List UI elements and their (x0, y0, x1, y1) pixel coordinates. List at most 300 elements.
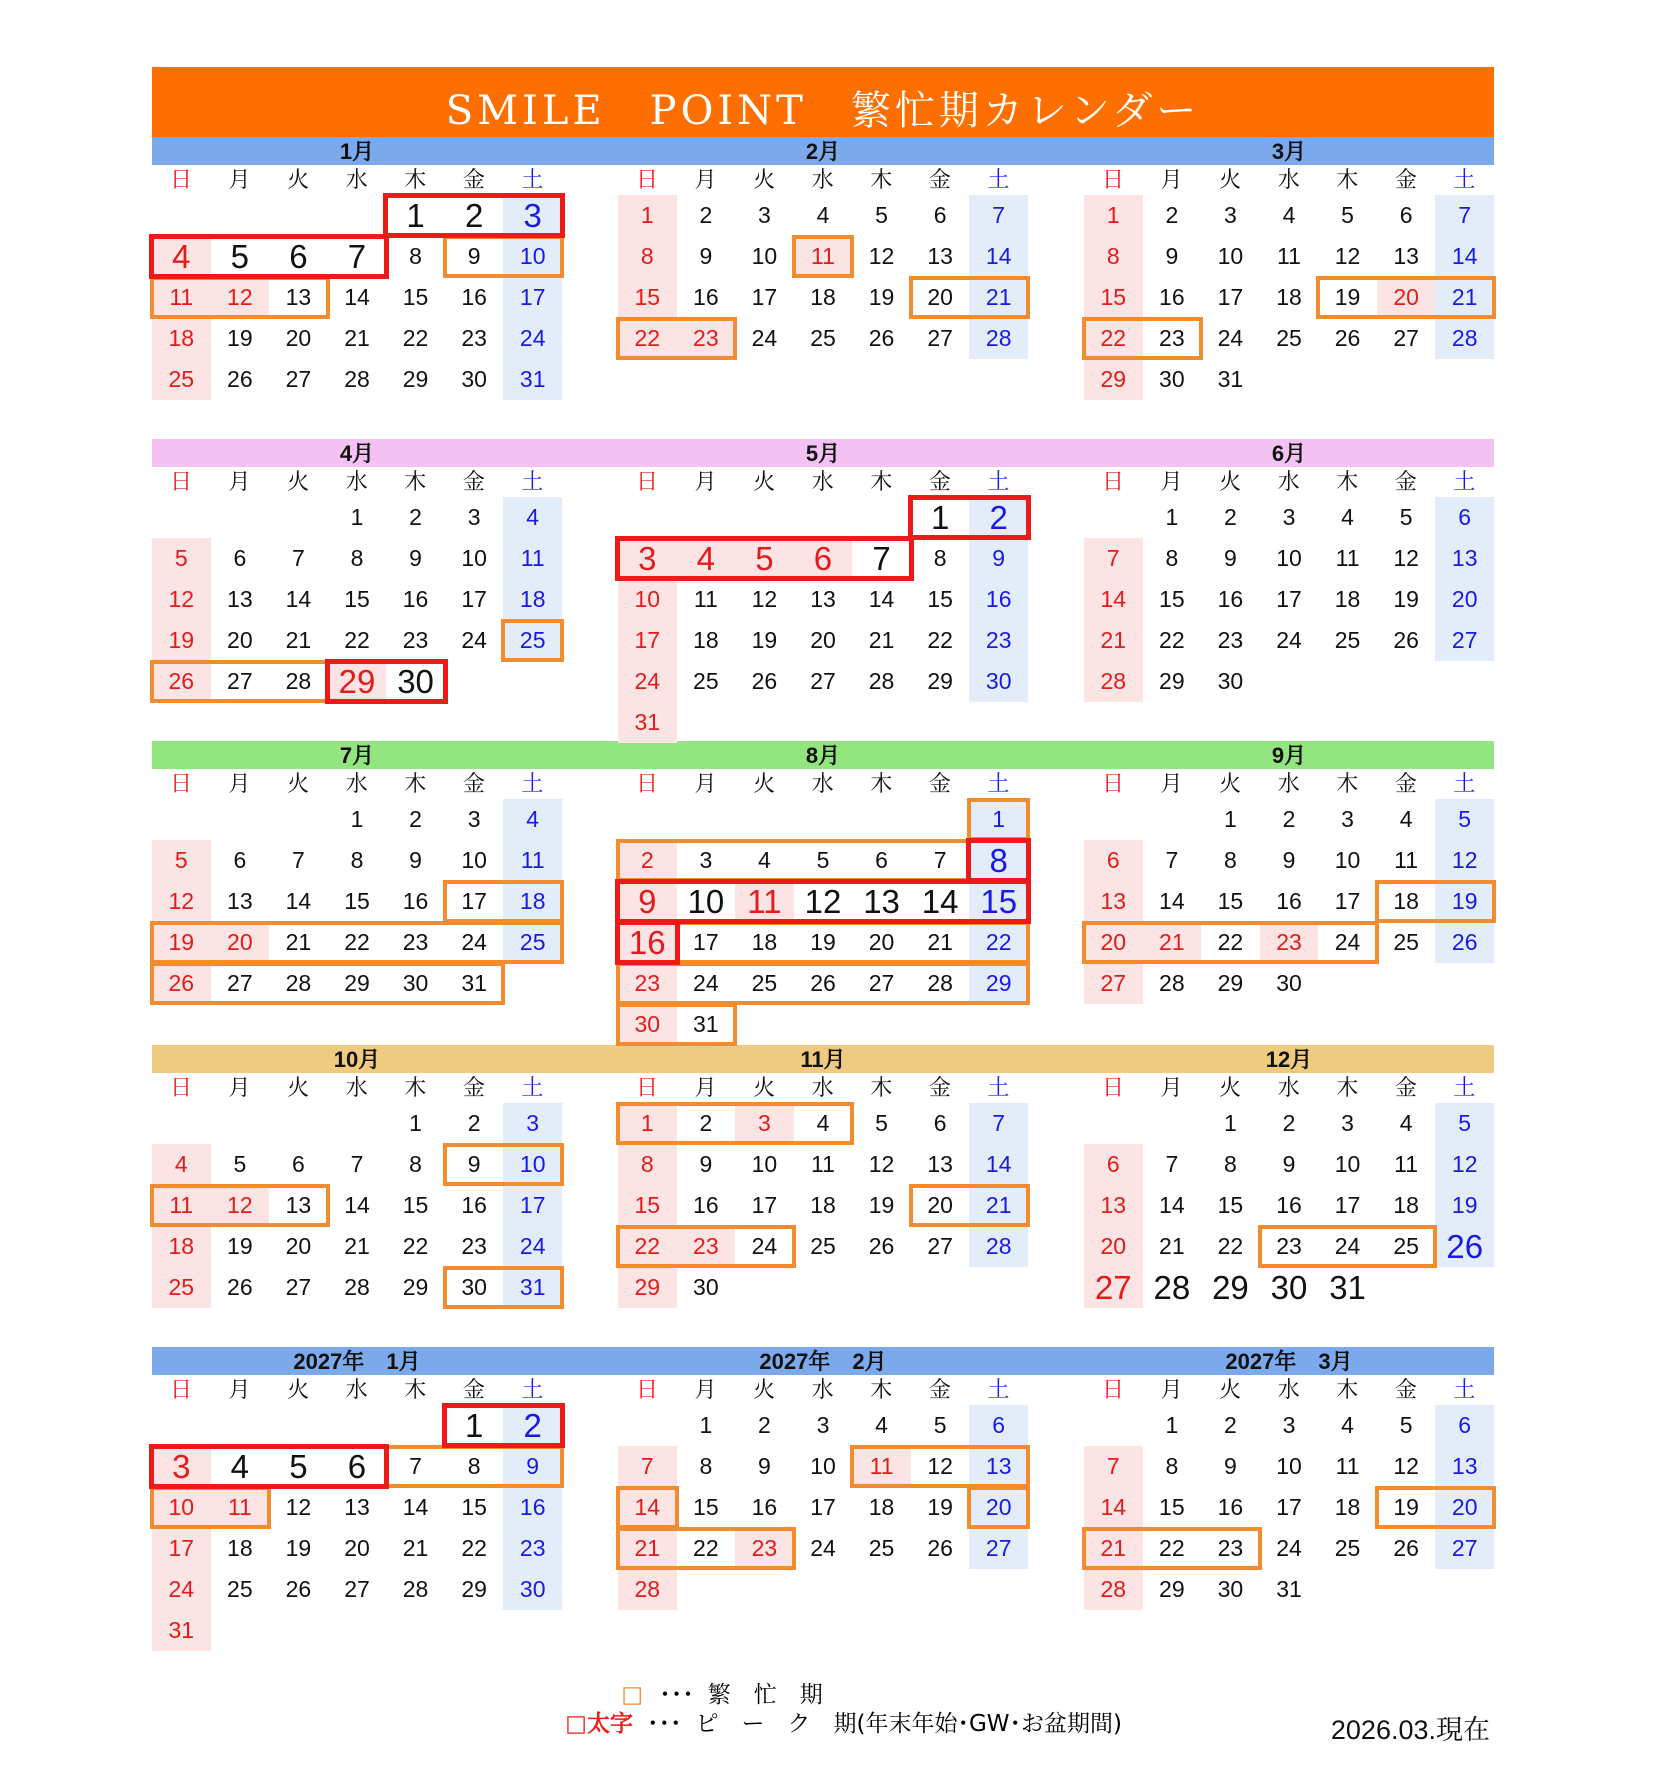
day-cell: 4 (816, 1110, 830, 1136)
day-cell: 4 (526, 504, 540, 530)
day-cell: 10 (461, 545, 487, 571)
page-title: SMILE POINT 繁忙期カレンダー (445, 88, 1201, 134)
day-cell: 23 (985, 627, 1012, 653)
weekday-label: 金 (462, 470, 485, 495)
day-cell: 9 (1282, 847, 1296, 873)
day-cell: 30 (461, 1274, 487, 1300)
day-cell: 13 (927, 243, 953, 269)
weekday-label: 水 (811, 1378, 834, 1403)
day-cell: 12 (227, 284, 253, 310)
weekday-label: 土 (987, 470, 1010, 495)
day-cell: 23 (1276, 929, 1302, 955)
day-cell: 3 (467, 806, 481, 832)
day-cell: 12 (868, 243, 895, 269)
day-cell: 29 (1212, 1269, 1249, 1306)
day-cell: 13 (863, 883, 900, 920)
day-cell: 10 (1276, 545, 1302, 571)
day-cell: 16 (1276, 1192, 1302, 1218)
month-label: 1月 (339, 139, 375, 164)
weekday-label: 火 (287, 772, 310, 797)
day-cell: 21 (985, 1192, 1012, 1218)
day-cell: 27 (227, 668, 253, 694)
weekday-label: 日 (169, 1076, 192, 1101)
day-cell: 9 (1224, 545, 1237, 571)
peak-period-box (325, 659, 448, 704)
day-cell: 7 (350, 1151, 364, 1177)
day-cell: 5 (875, 202, 888, 228)
weekday-label: 土 (521, 1378, 544, 1403)
day-cell: 9 (758, 1453, 771, 1479)
day-cell: 23 (693, 325, 719, 351)
day-cell: 3 (1224, 202, 1237, 228)
day-cell: 11 (747, 883, 782, 920)
weekday-label: 月 (1160, 1378, 1183, 1403)
day-cell: 17 (168, 1535, 195, 1561)
weekday-label: 木 (870, 470, 893, 495)
day-cell: 20 (1451, 1494, 1478, 1520)
day-cell: 2 (1224, 504, 1237, 530)
day-cell: 11 (1394, 1151, 1419, 1177)
day-cell: 5 (174, 847, 188, 873)
day-cell: 20 (868, 929, 895, 955)
day-cell: 15 (1159, 1494, 1185, 1520)
day-cell: 11 (520, 847, 545, 873)
day-cell: 3 (1282, 504, 1296, 530)
day-cell: 25 (810, 325, 836, 351)
day-cell: 9 (638, 883, 657, 920)
day-cell: 9 (992, 545, 1006, 571)
day-cell: 4 (816, 202, 830, 228)
day-cell: 21 (344, 1233, 370, 1259)
day-cell: 20 (927, 284, 953, 310)
day-cell: 24 (168, 1576, 195, 1602)
day-cell: 25 (168, 366, 195, 392)
weekday-label: 金 (462, 1378, 485, 1403)
day-cell: 19 (227, 325, 253, 351)
day-cell: 16 (693, 1192, 719, 1218)
day-cell: 8 (640, 1151, 654, 1177)
day-cell: 15 (980, 883, 1018, 920)
day-cell: 21 (285, 929, 312, 955)
day-cell: 25 (1276, 325, 1302, 351)
weekday-label: 火 (753, 168, 776, 193)
month-label: 2027年 2月 (759, 1349, 887, 1374)
title-banner (152, 67, 1494, 137)
day-cell: 11 (169, 1192, 194, 1218)
day-cell: 9 (1165, 243, 1179, 269)
day-cell: 10 (751, 1151, 778, 1177)
day-cell: 27 (1451, 627, 1478, 653)
day-cell: 1 (992, 806, 1006, 832)
day-cell: 28 (344, 366, 370, 392)
busy-period-box (150, 962, 505, 1005)
day-cell: 28 (1159, 970, 1185, 996)
day-cell: 24 (461, 929, 487, 955)
weekday-label: 木 (404, 168, 427, 193)
day-cell: 14 (285, 586, 312, 612)
day-cell: 7 (1165, 847, 1179, 873)
busy-period-box (501, 619, 564, 662)
day-cell: 27 (810, 668, 836, 694)
day-cell: 12 (1451, 1151, 1478, 1177)
day-cell: 30 (693, 1274, 719, 1300)
day-cell: 7 (1165, 1151, 1179, 1177)
day-cell: 31 (693, 1011, 719, 1037)
day-cell: 23 (461, 325, 487, 351)
weekday-label: 月 (228, 1378, 251, 1403)
peak-period-box (615, 536, 914, 581)
busy-period-box (150, 1184, 330, 1227)
day-cell: 13 (927, 1151, 953, 1177)
day-cell: 26 (168, 668, 195, 694)
busy-period-box (443, 880, 564, 923)
day-cell: 31 (634, 709, 661, 735)
day-cell: 24 (519, 1233, 546, 1259)
day-cell: 29 (402, 1274, 429, 1300)
day-cell: 13 (1393, 243, 1419, 269)
day-cell: 15 (927, 586, 953, 612)
day-cell: 18 (519, 888, 546, 914)
day-cell: 12 (168, 586, 195, 612)
day-cell: 24 (461, 627, 487, 653)
weekday-label: 日 (1101, 1378, 1124, 1403)
day-cell: 29 (461, 1576, 487, 1602)
day-cell: 1 (350, 806, 364, 832)
weekday-label: 金 (928, 1076, 951, 1101)
day-cell: 6 (289, 238, 308, 275)
day-cell: 6 (1106, 1151, 1120, 1177)
weekday-label: 木 (404, 1076, 427, 1101)
weekday-label: 火 (1219, 168, 1242, 193)
peak-period-box (442, 1403, 565, 1448)
day-cell: 11 (1394, 847, 1419, 873)
day-cell: 19 (1451, 888, 1478, 914)
day-cell: 13 (1100, 1192, 1127, 1218)
day-cell: 3 (1341, 806, 1354, 832)
weekday-label: 月 (694, 168, 717, 193)
day-cell: 24 (751, 1233, 778, 1259)
day-cell: 2 (1282, 806, 1296, 832)
day-cell: 8 (1165, 1453, 1179, 1479)
day-cell: 21 (1159, 1233, 1185, 1259)
day-cell: 5 (1341, 202, 1354, 228)
day-cell: 11 (1335, 545, 1360, 571)
day-cell: 31 (519, 366, 546, 392)
day-cell: 4 (758, 847, 771, 873)
day-cell: 16 (402, 586, 429, 612)
day-cell: 22 (402, 325, 429, 351)
date-note: 2026.03.現在 (1330, 1715, 1490, 1745)
weekday-label: 日 (169, 168, 192, 193)
day-cell: 18 (1334, 1494, 1361, 1520)
day-cell: 4 (1341, 1412, 1354, 1438)
day-cell: 2 (464, 197, 484, 234)
day-cell: 18 (1334, 586, 1361, 612)
busy-period-box (616, 1003, 737, 1046)
weekday-label: 火 (287, 470, 310, 495)
day-cell: 25 (1393, 929, 1419, 955)
day-cell: 23 (751, 1535, 778, 1561)
weekday-label: 木 (870, 1378, 893, 1403)
busy-period-box (967, 798, 1030, 841)
day-cell: 10 (1276, 1453, 1302, 1479)
day-cell: 23 (693, 1233, 719, 1259)
day-cell: 18 (1393, 1192, 1419, 1218)
day-cell: 4 (875, 1412, 888, 1438)
day-cell: 3 (816, 1412, 830, 1438)
day-cell: 9 (1224, 1453, 1237, 1479)
day-cell: 8 (640, 243, 654, 269)
day-cell: 9 (699, 243, 713, 269)
day-cell: 1 (1165, 1412, 1179, 1438)
weekday-label: 月 (228, 470, 251, 495)
busy-legend-icon: □ (621, 1682, 644, 1708)
day-cell: 3 (758, 202, 771, 228)
busy-period-box (1082, 317, 1203, 360)
day-cell: 28 (1100, 668, 1127, 694)
day-cell: 14 (634, 1494, 661, 1520)
day-cell: 29 (402, 366, 429, 392)
day-cell: 8 (1224, 847, 1237, 873)
day-cell: 14 (402, 1494, 429, 1520)
day-cell: 23 (402, 627, 429, 653)
day-cell: 6 (347, 1448, 367, 1485)
day-cell: 9 (526, 1453, 540, 1479)
day-cell: 28 (285, 970, 312, 996)
day-cell: 10 (1334, 1151, 1361, 1177)
weekday-label: 水 (345, 772, 368, 797)
day-cell: 27 (285, 366, 312, 392)
day-cell: 25 (1334, 627, 1361, 653)
day-cell: 22 (634, 1233, 661, 1259)
day-cell: 7 (1458, 202, 1472, 228)
day-cell: 29 (1159, 1576, 1185, 1602)
day-cell: 4 (1399, 1110, 1413, 1136)
day-cell: 14 (344, 1192, 370, 1218)
day-cell: 8 (1165, 545, 1179, 571)
day-cell: 20 (927, 1192, 953, 1218)
day-cell: 21 (1100, 627, 1127, 653)
month-label: 12月 (1265, 1047, 1313, 1072)
weekday-label: 水 (811, 1076, 834, 1101)
day-cell: 20 (1100, 929, 1127, 955)
weekday-label: 火 (287, 1076, 310, 1101)
day-cell: 8 (350, 847, 364, 873)
day-cell: 2 (1224, 1412, 1237, 1438)
day-cell: 2 (640, 847, 654, 873)
day-cell: 26 (810, 970, 836, 996)
day-cell: 7 (347, 238, 367, 275)
day-cell: 28 (985, 325, 1012, 351)
day-cell: 15 (1217, 1192, 1244, 1218)
month-label: 11月 (800, 1047, 846, 1072)
busy-period-box (616, 1527, 796, 1570)
day-cell: 17 (519, 284, 546, 310)
weekday-label: 日 (1101, 1076, 1124, 1101)
day-cell: 11 (693, 586, 718, 612)
weekday-label: 月 (694, 1076, 717, 1101)
day-cell: 4 (696, 540, 716, 577)
day-cell: 3 (467, 504, 481, 530)
day-cell: 7 (992, 1110, 1006, 1136)
day-cell: 6 (1458, 1412, 1472, 1438)
weekday-label: 金 (1394, 1076, 1417, 1101)
weekday-label: 木 (870, 772, 893, 797)
day-cell: 18 (751, 929, 778, 955)
weekday-label: 日 (1101, 772, 1124, 797)
day-cell: 11 (1277, 243, 1301, 269)
day-cell: 9 (409, 847, 422, 873)
day-cell: 21 (402, 1535, 429, 1561)
day-cell: 26 (1451, 929, 1478, 955)
day-cell: 4 (1341, 504, 1354, 530)
day-cell: 20 (1451, 586, 1478, 612)
day-cell: 14 (1100, 1494, 1127, 1520)
day-cell: 29 (927, 668, 953, 694)
weekday-label: 水 (345, 168, 368, 193)
weekday-label: 土 (521, 470, 544, 495)
day-cell: 8 (1224, 1151, 1237, 1177)
day-cell: 17 (1334, 1192, 1361, 1218)
day-cell: 3 (1282, 1412, 1296, 1438)
day-cell: 4 (174, 1151, 188, 1177)
day-cell: 17 (810, 1494, 836, 1520)
day-cell: 29 (344, 970, 370, 996)
day-cell: 5 (1399, 504, 1413, 530)
day-cell: 14 (921, 883, 959, 920)
day-cell: 25 (168, 1274, 195, 1300)
day-cell: 1 (640, 1110, 654, 1136)
day-cell: 4 (230, 1448, 250, 1485)
day-cell: 12 (927, 1453, 953, 1479)
peak-period-box (615, 920, 680, 965)
day-cell: 10 (810, 1453, 836, 1479)
day-cell: 8 (1106, 243, 1120, 269)
day-cell: 21 (344, 325, 370, 351)
day-cell: 6 (233, 545, 247, 571)
day-cell: 27 (927, 325, 953, 351)
busy-period-box (1375, 1486, 1496, 1529)
day-cell: 26 (1393, 627, 1419, 653)
day-cell: 22 (1159, 1535, 1185, 1561)
day-cell: 17 (693, 929, 719, 955)
weekday-label: 水 (811, 470, 834, 495)
weekday-label: 水 (345, 470, 368, 495)
day-cell: 4 (172, 238, 191, 275)
day-cell: 23 (634, 970, 661, 996)
peak-period-box (149, 1444, 389, 1489)
day-cell: 17 (751, 1192, 778, 1218)
day-cell: 13 (1100, 888, 1127, 914)
day-cell: 14 (985, 243, 1012, 269)
day-cell: 3 (172, 1448, 191, 1485)
day-cell: 30 (1159, 366, 1185, 392)
weekday-label: 水 (345, 1076, 368, 1101)
day-cell: 11 (811, 1151, 835, 1177)
weekday-label: 土 (987, 772, 1010, 797)
day-cell: 21 (634, 1535, 661, 1561)
day-cell: 26 (227, 366, 253, 392)
day-cell: 22 (927, 627, 953, 653)
busy-period-box (1316, 276, 1496, 319)
busy-period-box (384, 1445, 564, 1488)
day-cell: 23 (1276, 1233, 1302, 1259)
weekday-label: 火 (287, 168, 310, 193)
day-cell: 31 (1329, 1269, 1366, 1306)
day-cell: 18 (168, 1233, 195, 1259)
busy-period-box (150, 1486, 271, 1529)
day-cell: 6 (233, 847, 247, 873)
day-cell: 7 (1106, 1453, 1120, 1479)
day-cell: 6 (813, 540, 833, 577)
day-cell: 31 (519, 1274, 546, 1300)
day-cell: 13 (344, 1494, 370, 1520)
day-cell: 8 (933, 545, 947, 571)
legend-peak-label: ピ ー ク 期(年末年始･GW･お盆期間) (695, 1711, 1122, 1737)
day-cell: 20 (985, 1494, 1012, 1520)
day-cell: 2 (409, 806, 422, 832)
day-cell: 15 (344, 586, 370, 612)
weekday-label: 金 (928, 470, 951, 495)
month-label: 10月 (333, 1047, 381, 1072)
weekday-label: 水 (1277, 772, 1300, 797)
day-cell: 4 (1399, 806, 1413, 832)
weekday-label: 土 (987, 168, 1010, 193)
day-cell: 2 (699, 202, 713, 228)
day-cell: 13 (227, 888, 253, 914)
weekday-label: 月 (1160, 772, 1183, 797)
busy-period-box (443, 1266, 564, 1309)
day-cell: 5 (1458, 806, 1472, 832)
day-cell: 13 (810, 586, 836, 612)
day-cell: 28 (927, 970, 953, 996)
day-cell: 15 (461, 1494, 487, 1520)
day-cell: 27 (227, 970, 253, 996)
day-cell: 1 (1224, 1110, 1237, 1136)
weekday-label: 水 (1277, 168, 1300, 193)
day-cell: 20 (810, 627, 836, 653)
day-cell: 25 (1334, 1535, 1361, 1561)
day-cell: 30 (402, 970, 429, 996)
busy-period-box (1082, 1527, 1262, 1570)
day-cell: 11 (1335, 1453, 1360, 1479)
day-cell: 28 (344, 1274, 370, 1300)
weekday-label: 金 (928, 772, 951, 797)
month-label: 9月 (1271, 743, 1307, 768)
day-cell: 3 (699, 847, 713, 873)
day-cell: 20 (1393, 284, 1419, 310)
weekday-label: 日 (635, 1076, 658, 1101)
day-cell: 25 (1393, 1233, 1419, 1259)
day-cell: 11 (811, 243, 835, 269)
day-cell: 17 (1217, 284, 1244, 310)
day-cell: 12 (1451, 847, 1478, 873)
weekday-label: 水 (1277, 1378, 1300, 1403)
day-cell: 23 (1217, 627, 1244, 653)
day-cell: 26 (927, 1535, 953, 1561)
day-cell: 20 (285, 1233, 312, 1259)
day-cell: 7 (1106, 545, 1120, 571)
day-cell: 30 (1276, 970, 1302, 996)
day-cell: 12 (804, 883, 842, 920)
day-cell: 25 (810, 1233, 836, 1259)
day-cell: 23 (519, 1535, 546, 1561)
day-cell: 6 (1399, 202, 1413, 228)
weekday-label: 土 (1453, 470, 1476, 495)
day-cell: 26 (1446, 1228, 1484, 1265)
day-cell: 27 (1393, 325, 1419, 351)
day-cell: 27 (985, 1535, 1012, 1561)
